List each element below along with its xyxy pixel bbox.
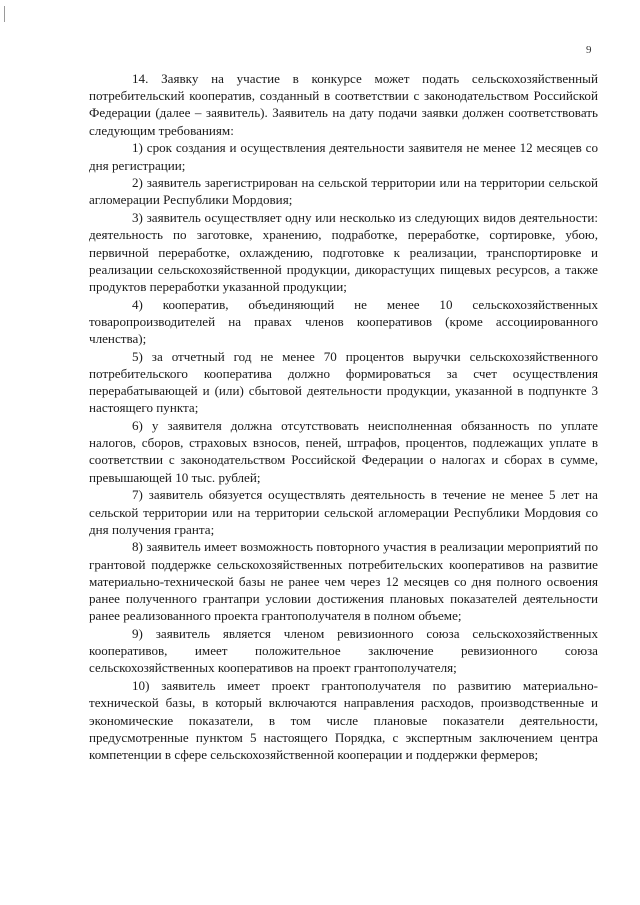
paragraph-item-1: 1) срок создания и осуществления деятельности заявителя не менее 12 месяцев со дня регистрации; — [89, 140, 598, 173]
paragraph-item-7: 7) заявитель обязуется осуществлять деятельность в течение не менее 5 лет на сельской территории или на территории сельской агломерации Республики Мордовия со дня получения гранта; — [89, 487, 598, 537]
scan-edge-mark — [4, 6, 5, 22]
paragraph-item-3: 3) заявитель осуществляет одну или несколько из следующих видов деятельности: деятельность по заготовке, хранению, подработке, переработке, сортировке, убою, первичной переработке, охлаждению, подготовке к реализации, транспортировке и реализации сельскохозяйственной продукции, дикорастущих пищевых ресурсов, а также продуктов переработки указанной продукции; — [89, 210, 598, 294]
page-number: 9 — [586, 44, 592, 56]
body-text — [89, 70, 598, 763]
paragraph-clause-14: 14. Заявку на участие в конкурсе может подать сельскохозяйственный потребительский кооператив, созданный в соответствии с законодательством Российской Федерации (далее – заявитель). Заявитель на дату подачи заявки должен соответствовать следующим требованиям: — [89, 71, 598, 138]
paragraph-item-8: 8) заявитель имеет возможность повторного участия в реализации мероприятий по грантовой поддержке сельскохозяйственных потребительских кооперативов на развитие материально-технической базы не ранее чем через 12 месяцев со дня полного освоения ранее полученного грантапри условии достижения плановых показателей деятельности ранее реализованного проекта грантополучателя в полном объеме; — [89, 539, 598, 624]
paragraph-item-6: 6) у заявителя должна отсутствовать неисполненная обязанность по уплате налогов, сборов, страховых взносов, пеней, штрафов, процентов, подлежащих уплате в соответствии с законодательством Российской Федерации о налогах и сборах в сумме, превышающей 10 тыс. рублей; — [89, 418, 598, 485]
paragraph-item-9: 9) заявитель является членом ревизионного союза сельскохозяйственных кооперативов, имеет положительное заключение ревизионного союза сельскохозяйственных кооперативов на проект грантополучателя; — [89, 626, 598, 676]
paragraph-item-5: 5) за отчетный год не менее 70 процентов выручки сельскохозяйственного потребительского кооператива должно формироваться за счет осуществления перерабатывающей и (или) сбытовой деятельности продукции, указанной в подпункте 3 настоящего пункта; — [89, 348, 598, 416]
paragraph-item-2: 2) заявитель зарегистрирован на сельской территории или на территории сельской агломерации Республики Мордовия; — [89, 175, 598, 208]
paragraph-item-4: 4) кооператив, объединяющий не менее 10 сельскохозяйственных товаропроизводителей на правах членов кооперативов (кроме ассоциированного членства); — [89, 296, 598, 347]
paragraph-item-10: 10) заявитель имеет проект грантополучателя по развитию материально-технической базы, в который включаются направления расходов, производственные и экономические показатели, в том числе плановые показатели деятельности, предусмотренные пунктом 5 настоящего Порядка, с экспертным заключением центра компетенции в сфере сельскохозяйственной кооперации и поддержки фермеров; — [89, 678, 598, 762]
